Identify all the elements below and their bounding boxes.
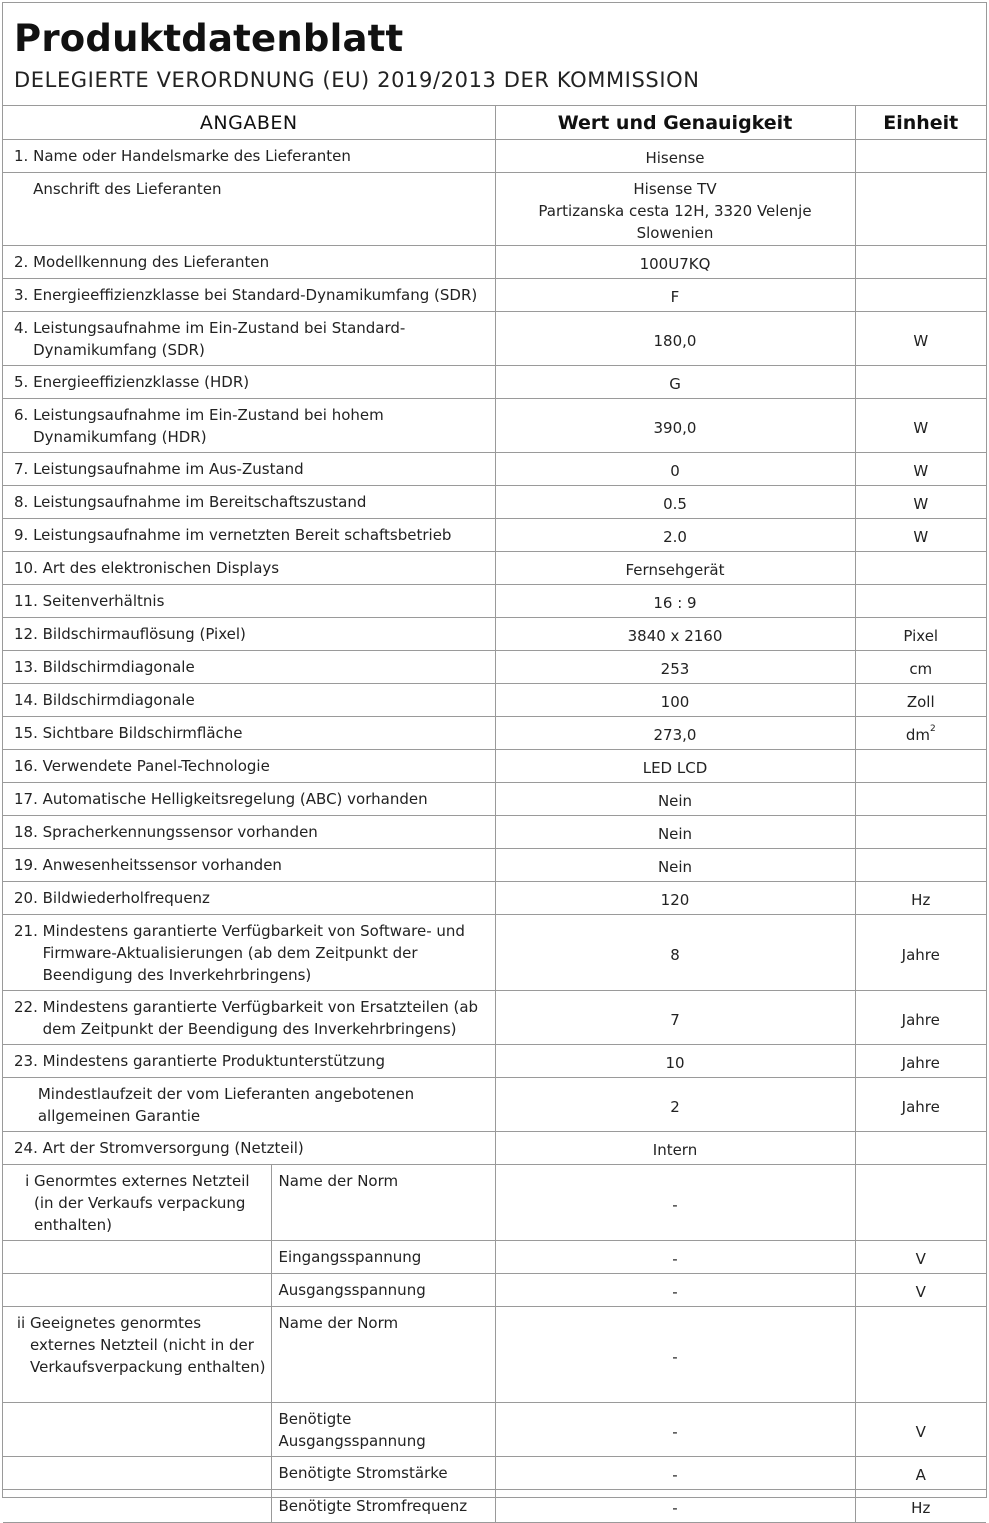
row-label-cell: [3, 140, 495, 173]
row-number: 7.: [14, 460, 34, 478]
table-row: [3, 991, 986, 1045]
row-number: 18.: [14, 823, 43, 841]
row-unit: [855, 366, 986, 399]
row-unit: [855, 618, 986, 651]
row-label: Spracherkennungssensor vorhanden: [42, 823, 318, 841]
row-unit-text: Zoll: [906, 693, 935, 711]
row-value: 390,0: [495, 399, 855, 453]
row-label: Bildwiederholfrequenz: [42, 889, 210, 907]
row-label: Energieeffizienzklasse (HDR): [33, 373, 250, 391]
row-value: 0: [495, 453, 855, 486]
row-number: 4.: [14, 319, 34, 337]
table-row: [3, 651, 986, 684]
row-unit: V: [855, 1274, 986, 1307]
row-value-line: Partizanska cesta 12H, 3320 Velenje: [538, 202, 812, 220]
row-label-cell: [3, 1078, 495, 1132]
row-number: 24.: [14, 1139, 43, 1157]
row-label-cell: [3, 519, 495, 552]
row-label-cell: [3, 991, 495, 1045]
row-label: Seitenverhältnis: [42, 592, 165, 610]
row-value: [495, 173, 855, 246]
table-row: [3, 453, 986, 486]
row-number: 8.: [14, 493, 34, 511]
row-label-cell: [3, 246, 495, 279]
table-row: [3, 1457, 986, 1490]
row-label: Bildschirmdiagonale: [42, 658, 195, 676]
psu-group-number: ii: [16, 1314, 30, 1332]
row-label: Bildschirmdiagonale: [42, 691, 195, 709]
row-value: -: [495, 1241, 855, 1274]
row-label-cell: [3, 312, 495, 366]
row-label-cell: [3, 399, 495, 453]
row-label-cell: [3, 1132, 495, 1165]
row-unit: [855, 991, 986, 1045]
row-number: 13.: [14, 658, 43, 676]
row-unit: V: [855, 1403, 986, 1457]
table-row: [3, 585, 986, 618]
psu-group-cell: [3, 1403, 271, 1457]
header-wert: Wert und Genauigkeit: [495, 106, 855, 140]
row-value: Nein: [495, 849, 855, 882]
row-value: LED LCD: [495, 750, 855, 783]
psu-group-number: i: [25, 1172, 34, 1190]
row-unit-text: W: [913, 331, 929, 350]
row-label-cell: [3, 816, 495, 849]
psu-param-label: Benötigte Ausgangsspannung: [271, 1403, 495, 1457]
psu-group-cell: [3, 1307, 271, 1403]
row-label: Anschrift des Lieferanten: [33, 180, 222, 198]
row-number: 19.: [14, 856, 43, 874]
row-number: 1.: [14, 147, 34, 165]
table-row: [3, 1403, 986, 1457]
psu-param-label: Benötigte Stromstärke: [271, 1457, 495, 1490]
row-label-cell: [3, 651, 495, 684]
table-row: [3, 366, 986, 399]
row-unit: [855, 173, 986, 246]
row-value: 253: [495, 651, 855, 684]
row-label: Bildschirmauflösung (Pixel): [42, 625, 246, 643]
row-value: 7: [495, 991, 855, 1045]
row-unit: [855, 246, 986, 279]
row-unit-text: Jahre: [901, 1097, 940, 1116]
row-label-cell: [3, 1045, 495, 1078]
row-value-line: Hisense TV: [633, 180, 717, 198]
page-subtitle: DELEGIERTE VERORDNUNG (EU) 2019/2013 DER KOMMISSION: [14, 68, 700, 92]
row-unit: A: [855, 1457, 986, 1490]
row-number: [14, 178, 33, 200]
row-unit: [855, 783, 986, 816]
row-number: 10.: [14, 559, 43, 577]
table-row: [3, 849, 986, 882]
row-unit-text: W: [913, 462, 929, 480]
psu-group-cell: [3, 1165, 271, 1241]
row-number: 16.: [14, 757, 43, 775]
row-unit: [855, 552, 986, 585]
row-label: Art der Stromversorgung (Netzteil): [42, 1139, 304, 1157]
row-unit-text: Jahre: [901, 945, 940, 964]
table-row: [3, 618, 986, 651]
table-row: [3, 246, 986, 279]
row-label: Leistungsaufnahme im vernetzten Bereit schaftsbetrieb: [33, 526, 452, 544]
row-label: Energieeffizienzklasse bei Standard-Dynamikumfang (SDR): [33, 286, 478, 304]
row-number: 15.: [14, 724, 43, 742]
row-value: F: [495, 279, 855, 312]
row-number: 5.: [14, 373, 34, 391]
row-value: 2.0: [495, 519, 855, 552]
table-header-row: [3, 106, 986, 140]
psu-param-label: Ausgangsspannung: [271, 1274, 495, 1307]
row-unit: [855, 1132, 986, 1165]
row-unit-text: Pixel: [903, 627, 939, 645]
psu-param-label: Name der Norm: [271, 1165, 495, 1241]
row-value: Fernsehgerät: [495, 552, 855, 585]
row-label-cell: [3, 618, 495, 651]
row-value: Nein: [495, 816, 855, 849]
table-row: [3, 1165, 986, 1241]
row-number: 23.: [14, 1052, 43, 1070]
row-label: Art des elektronischen Displays: [42, 559, 280, 577]
row-label-cell: [3, 279, 495, 312]
row-label: Automatische Helligkeitsregelung (ABC) vorhanden: [42, 790, 428, 808]
row-label: Leistungsaufnahme im Bereitschaftszustand: [33, 493, 367, 511]
row-unit: [855, 750, 986, 783]
row-value-line: Slowenien: [636, 224, 714, 242]
row-label: Mindestlaufzeit der vom Lieferanten angebotenen allgemeinen Garantie: [37, 1085, 415, 1125]
psu-group-cell: [3, 1457, 271, 1490]
row-unit: [855, 816, 986, 849]
psu-group-label: Geeignetes genormtes externes Netzteil (nicht in der Verkaufsverpackung enthalten): [30, 1314, 266, 1376]
row-value: 8: [495, 915, 855, 991]
row-value: 0.5: [495, 486, 855, 519]
row-unit: [855, 882, 986, 915]
row-label: Leistungsaufnahme im Aus-Zustand: [33, 460, 304, 478]
row-label-cell: [3, 882, 495, 915]
row-unit: [855, 312, 986, 366]
row-label-cell: [3, 486, 495, 519]
row-value: 100U7KQ: [495, 246, 855, 279]
row-label-cell: [3, 783, 495, 816]
table-row: [3, 882, 986, 915]
row-number: 3.: [14, 286, 34, 304]
row-label-cell: [3, 750, 495, 783]
table-row: [3, 1307, 986, 1403]
row-value: Intern: [495, 1132, 855, 1165]
row-unit: V: [855, 1241, 986, 1274]
row-value: 3840 x 2160: [495, 618, 855, 651]
table-row: [3, 140, 986, 173]
row-number: 12.: [14, 625, 43, 643]
row-number: 11.: [14, 592, 43, 610]
row-label: Leistungsaufnahme im Ein-Zustand bei Standard-Dynamikumfang (SDR): [33, 319, 406, 359]
row-value: 16 : 9: [495, 585, 855, 618]
row-value: -: [495, 1457, 855, 1490]
table-row: [3, 915, 986, 991]
row-label: Verwendete Panel-Technologie: [42, 757, 270, 775]
table-row: [3, 1241, 986, 1274]
row-value: -: [495, 1307, 855, 1403]
header-angaben: ANGABEN: [3, 106, 495, 140]
row-unit: [855, 849, 986, 882]
table-row: [3, 783, 986, 816]
row-unit: [855, 915, 986, 991]
row-label: Modellkennung des Lieferanten: [33, 253, 270, 271]
row-number: 14.: [14, 691, 43, 709]
row-value: 120: [495, 882, 855, 915]
row-unit-text: Jahre: [901, 1010, 940, 1029]
row-label-cell: [3, 453, 495, 486]
row-unit-text: Jahre: [901, 1054, 940, 1072]
row-number: 20.: [14, 889, 43, 907]
row-unit: [855, 140, 986, 173]
row-label: Anwesenheitssensor vorhanden: [42, 856, 282, 874]
row-value: -: [495, 1403, 855, 1457]
row-label-cell: [3, 915, 495, 991]
row-unit-text: cm: [909, 660, 933, 678]
row-number: 2.: [14, 253, 34, 271]
table-row: [3, 519, 986, 552]
row-number: 17.: [14, 790, 43, 808]
row-value: -: [495, 1274, 855, 1307]
row-value: 100: [495, 684, 855, 717]
row-value: G: [495, 366, 855, 399]
row-value: -: [495, 1490, 855, 1523]
row-value: 180,0: [495, 312, 855, 366]
row-label: Mindestens garantierte Produktunterstützung: [42, 1052, 386, 1070]
table-row: [3, 279, 986, 312]
row-unit: Hz: [855, 1490, 986, 1523]
psu-param-label: Benötigte Stromfrequenz: [271, 1490, 495, 1523]
table-row: [3, 173, 986, 246]
table-row: [3, 1274, 986, 1307]
row-number: 6.: [14, 406, 34, 424]
row-number: 21.: [14, 922, 43, 940]
table-row: [3, 399, 986, 453]
row-label-cell: [3, 366, 495, 399]
row-unit: [855, 684, 986, 717]
row-unit-text: Hz: [911, 891, 931, 909]
row-unit-sup: 2: [929, 724, 936, 734]
psu-param-label: Eingangsspannung: [271, 1241, 495, 1274]
row-unit: [855, 453, 986, 486]
row-label: Mindestens garantierte Verfügbarkeit von Software- und Firmware-Aktualisierungen (ab dem Zeitpunkt der Beendigung des Inverkehrbringens): [42, 922, 465, 984]
row-label-cell: [3, 684, 495, 717]
psu-param-label: Name der Norm: [271, 1307, 495, 1403]
table-row: [3, 1045, 986, 1078]
row-value: Nein: [495, 783, 855, 816]
row-value: 2: [495, 1078, 855, 1132]
product-data-sheet: [2, 2, 987, 1517]
page-title: Produktdatenblatt: [14, 17, 404, 60]
row-value: -: [495, 1165, 855, 1241]
row-unit: [855, 1045, 986, 1078]
table-row: [3, 684, 986, 717]
row-unit: [855, 1078, 986, 1132]
row-unit-text: W: [913, 528, 929, 546]
row-unit: [855, 1165, 986, 1241]
table-row: [3, 1132, 986, 1165]
row-label: Mindestens garantierte Verfügbarkeit von Ersatzteilen (ab dem Zeitpunkt der Beendigung des Inverkehrbringens): [42, 998, 479, 1038]
table-row: [3, 717, 986, 750]
table-row: [3, 750, 986, 783]
table-row: [3, 552, 986, 585]
psu-group-cell: [3, 1274, 271, 1307]
row-unit: [855, 717, 986, 750]
row-number: 22.: [14, 998, 43, 1016]
row-unit: [855, 585, 986, 618]
row-unit: [855, 651, 986, 684]
table-row: [3, 312, 986, 366]
row-label-cell: [3, 849, 495, 882]
row-value: 273,0: [495, 717, 855, 750]
row-label-cell: [3, 552, 495, 585]
row-label: Leistungsaufnahme im Ein-Zustand bei hohem Dynamikumfang (HDR): [33, 406, 384, 446]
row-label: Name oder Handelsmarke des Lieferanten: [33, 147, 351, 165]
row-number: 9.: [14, 526, 34, 544]
table-row: [3, 486, 986, 519]
table-row: [3, 1490, 986, 1523]
row-unit: [855, 519, 986, 552]
row-unit-text: W: [913, 418, 929, 437]
row-label: Sichtbare Bildschirmfläche: [42, 724, 243, 742]
row-value: Hisense: [495, 140, 855, 173]
data-table: [3, 106, 986, 1523]
row-unit: [855, 279, 986, 312]
row-label-cell: [3, 585, 495, 618]
table-row: [3, 816, 986, 849]
row-unit-text: dm: [905, 726, 930, 744]
row-label-cell: [3, 717, 495, 750]
row-unit-text: W: [913, 495, 929, 513]
psu-group-label: Genormtes externes Netzteil (in der Verkaufs verpackung enthalten): [34, 1172, 250, 1234]
row-label-cell: [3, 173, 495, 246]
header: [3, 3, 986, 106]
row-unit: [855, 486, 986, 519]
psu-group-cell: [3, 1241, 271, 1274]
table-row: [3, 1078, 986, 1132]
row-unit: [855, 399, 986, 453]
psu-group-cell: [3, 1490, 271, 1523]
row-number: [14, 1083, 38, 1127]
row-unit: [855, 1307, 986, 1403]
row-value: 10: [495, 1045, 855, 1078]
header-einheit: Einheit: [855, 106, 986, 140]
